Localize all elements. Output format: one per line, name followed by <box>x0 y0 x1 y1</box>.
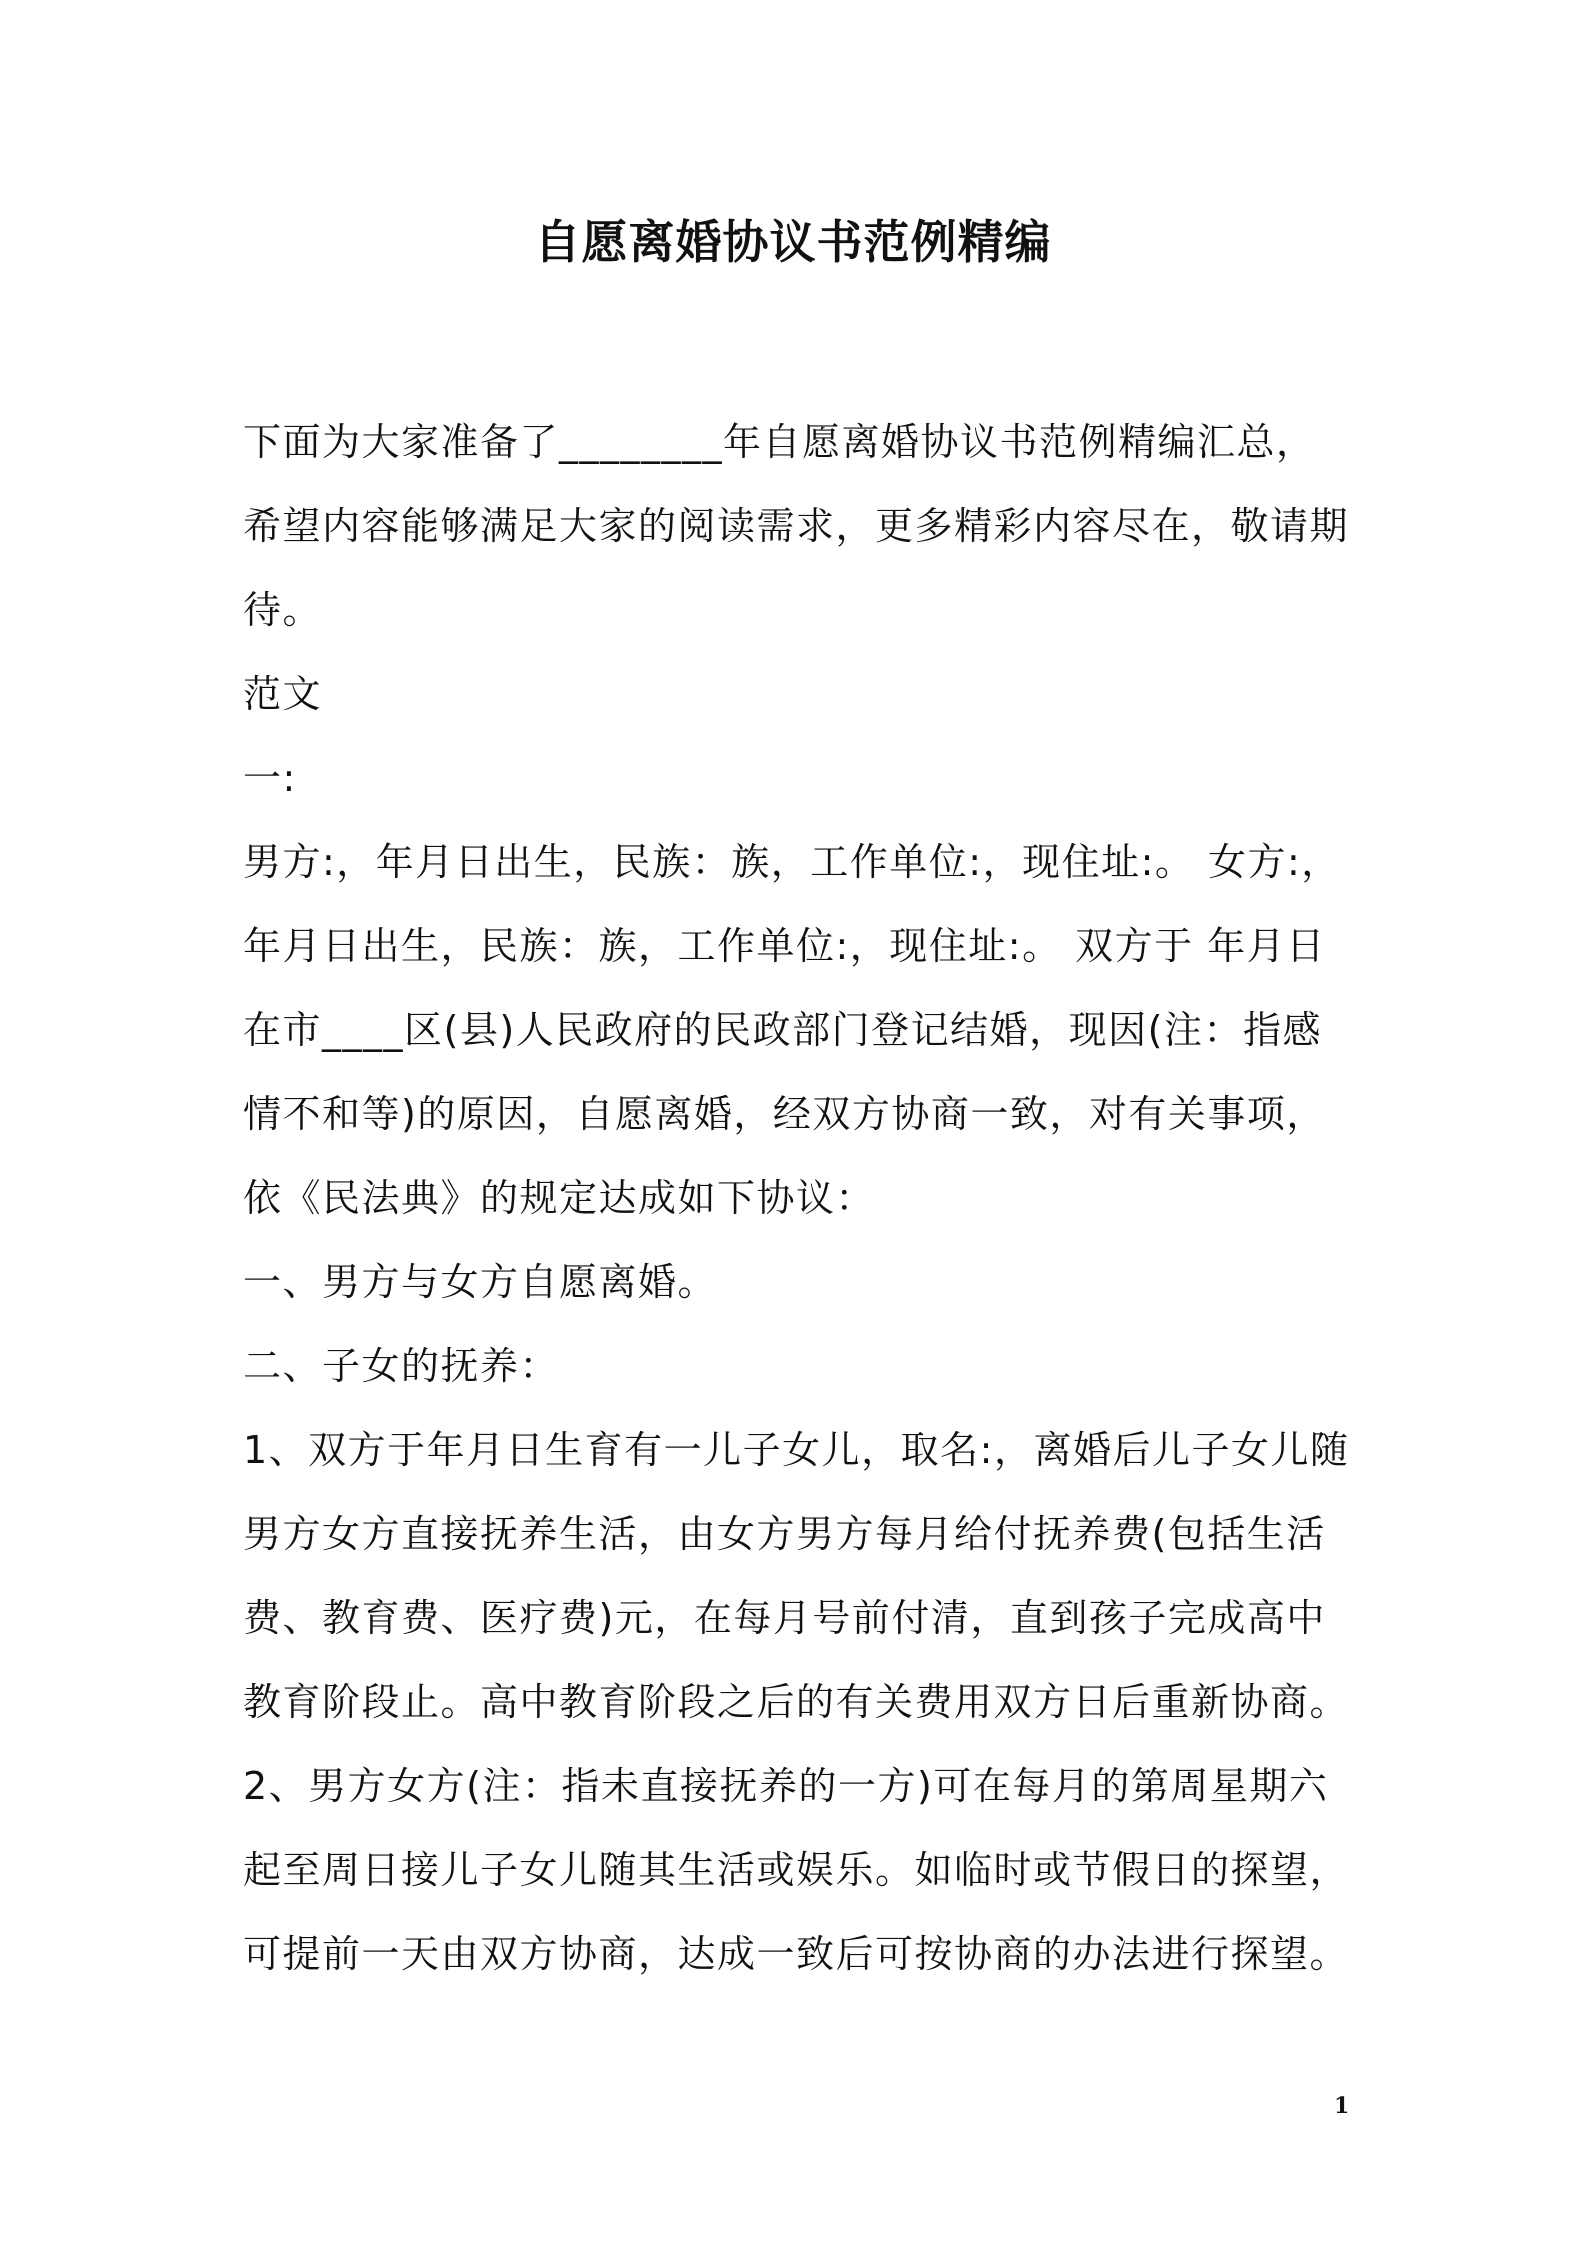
page-number: 1 <box>1334 2093 1350 2119</box>
body-line: 待。 <box>243 588 323 632</box>
clause-line: 一、男方与女方自愿离婚。 <box>243 1260 718 1304</box>
body-line: 年月日出生，民族：族，工作单位:，现住址:。 双方于 年月日 <box>243 924 1326 968</box>
body-line: 男方:，年月日出生，民族：族，工作单位:，现住址:。 女方:， <box>243 840 1341 884</box>
body-line: 依《民法典》的规定达成如下协议： <box>243 1176 876 1220</box>
body-line: 希望内容能够满足大家的阅读需求，更多精彩内容尽在，敬请期 <box>243 504 1350 548</box>
document-title: 自愿离婚协议书范例精编 <box>534 215 1052 269</box>
body-line: 情不和等)的原因，自愿离婚，经双方协商一致，对有关事项， <box>243 1092 1326 1136</box>
clause-line: 二、子女的抚养： <box>243 1344 560 1388</box>
clause-line: 教育阶段止。高中教育阶段之后的有关费用双方日后重新协商。 <box>243 1680 1350 1724</box>
clause-line: 费、教育费、医疗费)元，在每月号前付清，直到孩子完成高中 <box>243 1596 1326 1640</box>
body-line: 在市____区(县)人民政府的民政部门登记结婚，现因(注：指感 <box>243 1008 1322 1052</box>
section-heading: 范文 <box>243 672 323 716</box>
clause-line: 可提前一天由双方协商，达成一致后可按协商的办法进行探望。 <box>243 1932 1350 1976</box>
document-body <box>243 400 1363 1996</box>
clause-line: 起至周日接儿子女儿随其生活或娱乐。如临时或节假日的探望， <box>243 1848 1350 1892</box>
clause-line: 2、男方女方(注：指未直接抚养的一方)可在每月的第周星期六 <box>243 1764 1329 1808</box>
clause-line: 男方女方直接抚养生活，由女方男方每月给付抚养费(包括生活 <box>243 1512 1326 1556</box>
body-line: 下面为大家准备了________年自愿离婚协议书范例精编汇总， <box>243 420 1316 464</box>
clause-line: 1、双方于年月日生育有一儿子女儿，取名:，离婚后儿子女儿随 <box>243 1428 1350 1472</box>
section-heading: 一: <box>243 756 297 800</box>
